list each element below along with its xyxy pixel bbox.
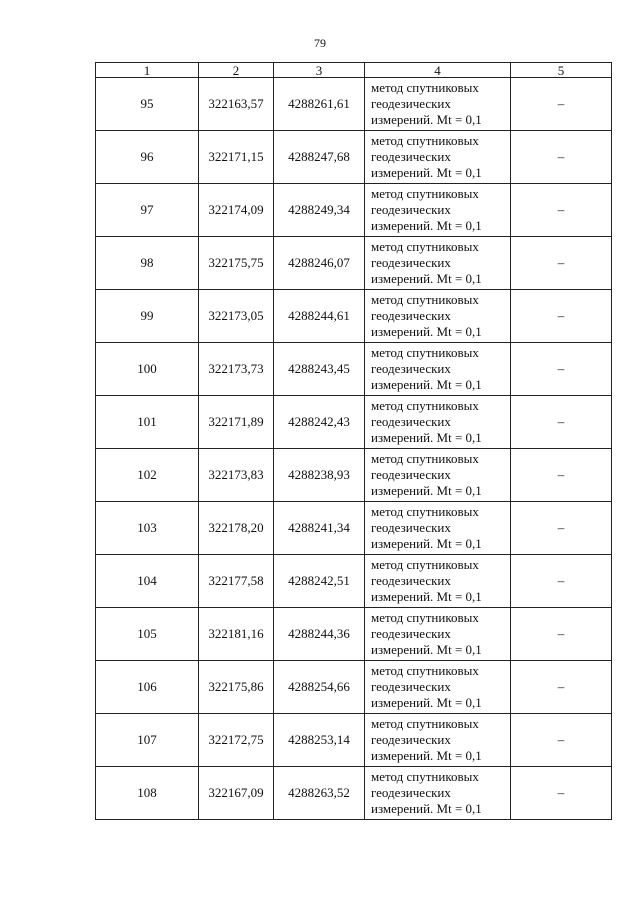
method-cell: метод спутниковых геодезических измерений. Mt = 0,1	[365, 184, 511, 237]
table-row	[96, 502, 612, 555]
x-coordinate-cell: 322171,89	[199, 396, 274, 449]
method-cell: метод спутниковых геодезических измерений. Mt = 0,1	[365, 714, 511, 767]
table-row	[96, 555, 612, 608]
note-cell: –	[511, 396, 612, 449]
point-number-cell: 100	[96, 343, 199, 396]
method-cell: метод спутниковых геодезических измерений. Mt = 0,1	[365, 449, 511, 502]
header-col-4: 4	[365, 63, 511, 78]
method-cell: метод спутниковых геодезических измерений. Mt = 0,1	[365, 237, 511, 290]
x-coordinate-cell: 322177,58	[199, 555, 274, 608]
point-number-cell: 106	[96, 661, 199, 714]
coordinates-table	[95, 62, 612, 820]
x-coordinate-cell: 322167,09	[199, 767, 274, 820]
table-row	[96, 78, 612, 131]
y-coordinate-cell: 4288261,61	[274, 78, 365, 131]
point-number-cell: 98	[96, 237, 199, 290]
note-cell: –	[511, 714, 612, 767]
x-coordinate-cell: 322175,75	[199, 237, 274, 290]
x-coordinate-cell: 322174,09	[199, 184, 274, 237]
method-cell: метод спутниковых геодезических измерений. Mt = 0,1	[365, 78, 511, 131]
page-number: 79	[314, 36, 326, 50]
x-coordinate-cell: 322172,75	[199, 714, 274, 767]
x-coordinate-cell: 322173,73	[199, 343, 274, 396]
x-coordinate-cell: 322178,20	[199, 502, 274, 555]
x-coordinate-cell: 322173,83	[199, 449, 274, 502]
y-coordinate-cell: 4288254,66	[274, 661, 365, 714]
table-row	[96, 343, 612, 396]
y-coordinate-cell: 4288244,36	[274, 608, 365, 661]
point-number-cell: 107	[96, 714, 199, 767]
note-cell: –	[511, 555, 612, 608]
point-number-cell: 104	[96, 555, 199, 608]
method-cell: метод спутниковых геодезических измерений. Mt = 0,1	[365, 555, 511, 608]
y-coordinate-cell: 4288238,93	[274, 449, 365, 502]
point-number-cell: 105	[96, 608, 199, 661]
header-row	[96, 63, 612, 78]
y-coordinate-cell: 4288243,45	[274, 343, 365, 396]
method-cell: метод спутниковых геодезических измерений. Mt = 0,1	[365, 608, 511, 661]
table-header	[96, 63, 612, 78]
x-coordinate-cell: 322163,57	[199, 78, 274, 131]
method-cell: метод спутниковых геодезических измерений. Mt = 0,1	[365, 131, 511, 184]
method-cell: метод спутниковых геодезических измерений. Mt = 0,1	[365, 661, 511, 714]
x-coordinate-cell: 322181,16	[199, 608, 274, 661]
header-col-2: 2	[199, 63, 274, 78]
y-coordinate-cell: 4288247,68	[274, 131, 365, 184]
table-row	[96, 449, 612, 502]
point-number-cell: 102	[96, 449, 199, 502]
note-cell: –	[511, 661, 612, 714]
method-cell: метод спутниковых геодезических измерений. Mt = 0,1	[365, 767, 511, 820]
table-row	[96, 184, 612, 237]
table-body	[96, 78, 612, 820]
table-row	[96, 608, 612, 661]
point-number-cell: 108	[96, 767, 199, 820]
method-cell: метод спутниковых геодезических измерений. Mt = 0,1	[365, 290, 511, 343]
method-cell: метод спутниковых геодезических измерений. Mt = 0,1	[365, 343, 511, 396]
table-row	[96, 661, 612, 714]
note-cell: –	[511, 184, 612, 237]
point-number-cell: 97	[96, 184, 199, 237]
table-row	[96, 237, 612, 290]
note-cell: –	[511, 449, 612, 502]
y-coordinate-cell: 4288249,34	[274, 184, 365, 237]
y-coordinate-cell: 4288244,61	[274, 290, 365, 343]
method-cell: метод спутниковых геодезических измерений. Mt = 0,1	[365, 396, 511, 449]
header-col-3: 3	[274, 63, 365, 78]
table-row	[96, 767, 612, 820]
y-coordinate-cell: 4288241,34	[274, 502, 365, 555]
note-cell: –	[511, 502, 612, 555]
note-cell: –	[511, 237, 612, 290]
point-number-cell: 103	[96, 502, 199, 555]
note-cell: –	[511, 290, 612, 343]
y-coordinate-cell: 4288242,51	[274, 555, 365, 608]
table-row	[96, 396, 612, 449]
point-number-cell: 99	[96, 290, 199, 343]
note-cell: –	[511, 343, 612, 396]
x-coordinate-cell: 322173,05	[199, 290, 274, 343]
y-coordinate-cell: 4288253,14	[274, 714, 365, 767]
table-row	[96, 131, 612, 184]
point-number-cell: 101	[96, 396, 199, 449]
note-cell: –	[511, 131, 612, 184]
point-number-cell: 96	[96, 131, 199, 184]
y-coordinate-cell: 4288242,43	[274, 396, 365, 449]
x-coordinate-cell: 322175,86	[199, 661, 274, 714]
point-number-cell: 95	[96, 78, 199, 131]
x-coordinate-cell: 322171,15	[199, 131, 274, 184]
note-cell: –	[511, 78, 612, 131]
note-cell: –	[511, 767, 612, 820]
table-row	[96, 714, 612, 767]
note-cell: –	[511, 608, 612, 661]
table-row	[96, 290, 612, 343]
header-col-1: 1	[96, 63, 199, 78]
y-coordinate-cell: 4288246,07	[274, 237, 365, 290]
header-col-5: 5	[511, 63, 612, 78]
y-coordinate-cell: 4288263,52	[274, 767, 365, 820]
method-cell: метод спутниковых геодезических измерений. Mt = 0,1	[365, 502, 511, 555]
